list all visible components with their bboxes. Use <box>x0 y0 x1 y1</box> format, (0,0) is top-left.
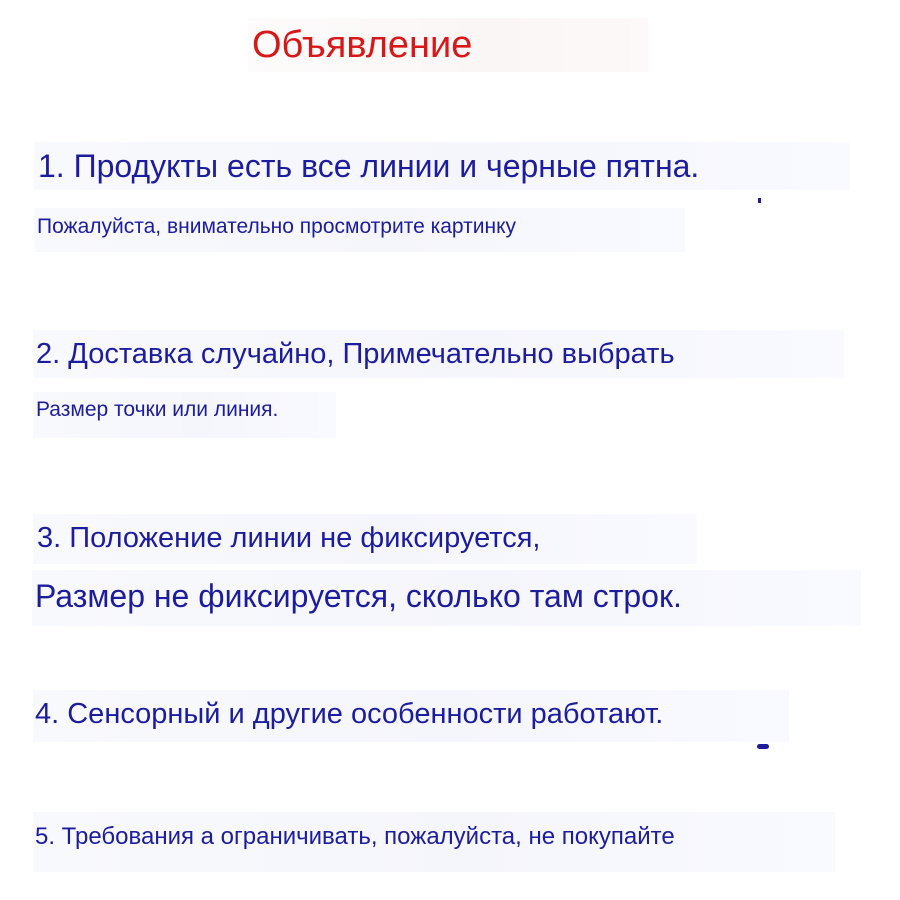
item-1-text: 1. Продукты есть все линии и черные пятна. <box>34 142 850 190</box>
item-2-note: Размер точки или линия. <box>33 392 336 438</box>
announcement-title: Объявление <box>248 18 648 72</box>
item-3-continuation: Размер не фиксируется, сколько там строк. <box>32 570 861 626</box>
ink-speck <box>758 198 761 203</box>
item-1-note: Пожалуйста, внимательно просмотрите картинку <box>34 208 685 252</box>
item-3-text: 3. Положение линии не фиксируется, <box>33 514 697 564</box>
ink-speck <box>757 744 769 749</box>
item-5-text: 5. Требования а ограничивать, пожалуйста, не покупайте <box>33 812 835 872</box>
item-2-text: 2. Доставка случайно, Примечательно выбрать <box>33 330 844 378</box>
item-4-text: 4. Сенсорный и другие особенности работают. <box>33 690 789 742</box>
